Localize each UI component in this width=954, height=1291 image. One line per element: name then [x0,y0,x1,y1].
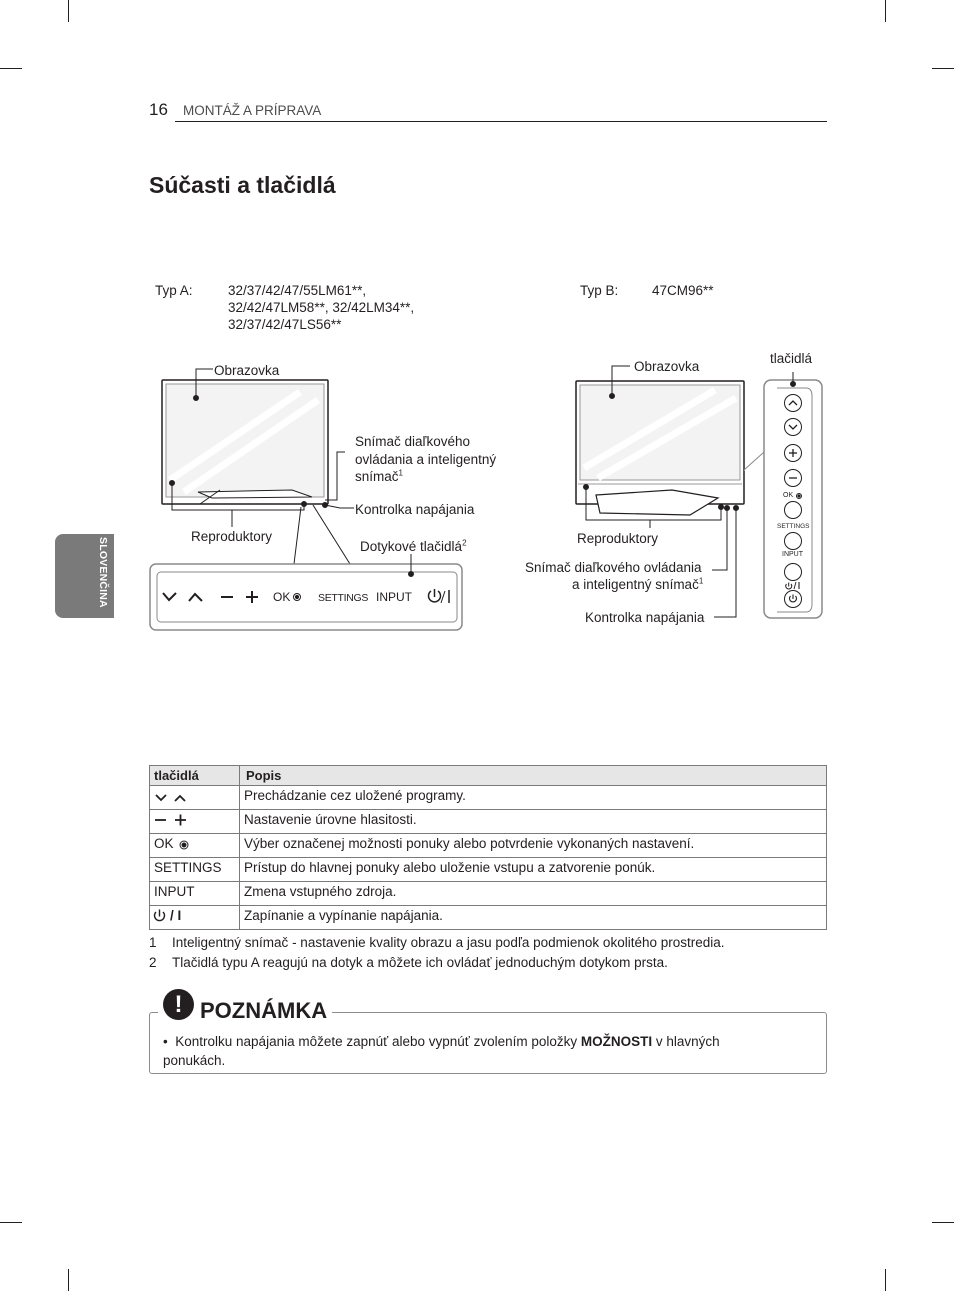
panel-ok-label: OK [783,492,794,499]
section-title: MONTÁŽ A PRÍPRAVA [183,103,322,118]
table-header: Popis [240,766,827,786]
table-key-cell [150,786,240,810]
type-a-power-label: Kontrolka napájania [355,502,475,517]
table-row [150,858,827,882]
table-desc-cell: Zmena vstupného zdroja. [240,882,827,906]
table-header: tlačidlá [150,766,240,786]
language-tab-label: SLOVENČINA [97,537,109,608]
note-text: • Kontrolku napájania môžete zapnúť alebo vypnúť zvolením položky MOŽNOSTI v hlavných ponukách. [163,1034,720,1068]
table-row [150,834,827,858]
table-desc-cell: Prechádzanie cez uložené programy. [240,786,827,810]
type-b-sensor-label: a inteligentný snímač$^1$ [572,576,704,592]
exclamation-icon: ! [163,989,194,1020]
type-b-screen-label: Obrazovka [634,359,700,374]
type-b-sensor-label: Snímač diaľkového ovládania [525,560,702,575]
table-key-cell [150,810,240,834]
strip-ok-label: OK [273,590,291,604]
type-a-screen-label: Obrazovka [214,363,280,378]
table-header-row [150,766,827,786]
panel-settings-label: SETTINGS [777,523,810,530]
type-a-sensor-label: Snímač diaľkového [355,434,471,449]
page-title: Súčasti a tlačidlá [149,172,336,198]
table-row [150,810,827,834]
type-a-sensor-label: snímač$^1$ [355,468,403,484]
type-a-model-line: 32/37/42/47LS56** [228,317,342,332]
table-key-cell: INPUT [150,882,240,906]
type-b-speakers-label: Reproduktory [577,531,659,546]
type-a-model-line: 32/37/42/47/55LM61**, [228,283,367,298]
table-desc-cell: Prístup do hlavnej ponuky alebo uloženie vstupu a zatvorenie ponúk. [240,858,827,882]
table-key-cell: / I [150,906,240,930]
strip-settings-label: SETTINGS [318,592,369,604]
strip-input-label: INPUT [376,590,412,604]
type-a-touch-label: Dotykové tlačidlá$^2$ [360,538,467,554]
type-a-label: Typ A: [155,283,193,298]
table-desc-cell: Výber označenej možnosti ponuky alebo potvrdenie vykonaných nastavení. [240,834,827,858]
table-key-cell: OK [150,834,240,858]
type-b-tv [576,381,744,515]
table-desc-cell: Zapínanie a vypínanie napájania. [240,906,827,930]
table-row [150,786,827,810]
type-b-power-label: Kontrolka napájania [585,610,705,625]
table-row [150,906,827,930]
type-b-label: Typ B: [580,283,619,298]
type-a-model-line: 32/42/47LM58**, 32/42LM34**, [228,300,415,315]
table-row [150,882,827,906]
note-title: POZNÁMKA [200,998,328,1023]
buttons-table [149,765,827,930]
type-a-speakers-label: Reproduktory [191,529,273,544]
type-a-tv [162,380,328,504]
page-number: 16 [149,100,168,119]
type-b-model: 47CM96** [652,283,714,298]
panel-input-label: INPUT [782,551,803,558]
table-key-cell: SETTINGS [150,858,240,882]
type-a-sensor-label: ovládania a inteligentný [355,452,497,467]
table-desc-cell: Nastavenie úrovne hlasitosti. [240,810,827,834]
footnote: 2 Tlačidlá typu A reagujú na dotyk a môžete ich ovládať jednoduchým dotykom prsta. [149,955,668,970]
footnote: 1 Inteligentný snímač - nastavenie kvality obrazu a jasu podľa podmienok okolitého prostredia. [149,935,725,950]
type-b-buttons-label: tlačidlá [770,351,813,366]
